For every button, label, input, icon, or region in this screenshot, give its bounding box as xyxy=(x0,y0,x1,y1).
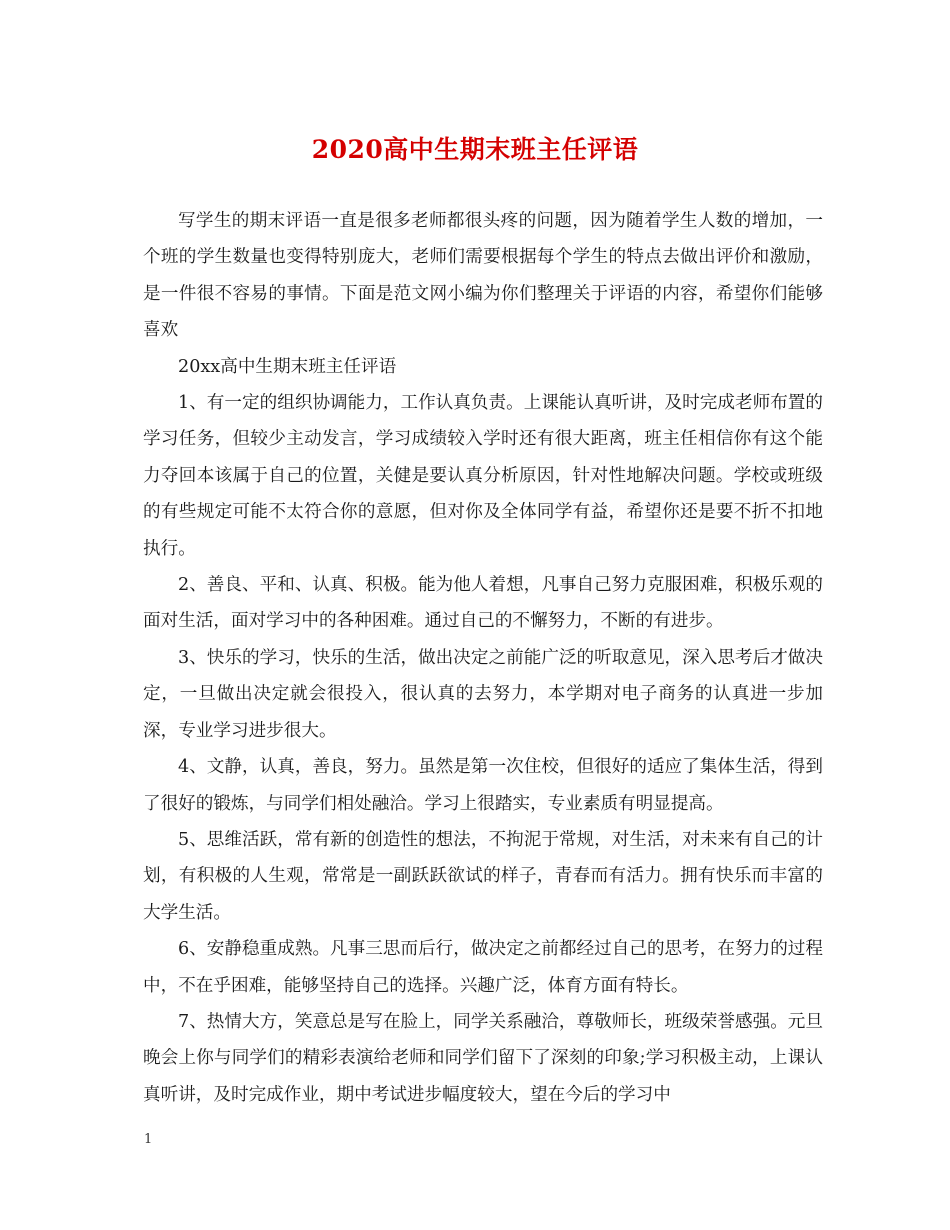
comment-paragraph-2: 2、善良、平和、认真、积极。能为他人着想，凡事自己努力克服困难，积极乐观的面对生活，面对学习中的各种困难。通过自己的不懈努力，不断的有进步。 xyxy=(143,575,823,632)
comment-paragraph-3: 3、快乐的学习，快乐的生活，做出决定之前能广泛的听取意见，深入思考后才做决定，一旦做出决定就会很投入，很认真的去努力，本学期对电子商务的认真进一步加深，专业学习进步很大。 xyxy=(143,647,823,741)
comment-paragraph-4: 4、文静，认真，善良，努力。虽然是第一次住校，但很好的适应了集体生活，得到了很好的锻炼，与同学们相处融洽。学习上很踏实，专业素质有明显提高。 xyxy=(143,757,823,814)
document-title: 2020高中生期末班主任评语 xyxy=(311,135,639,164)
intro-paragraph: 写学生的期末评语一直是很多老师都很头疼的问题，因为随着学生人数的增加，一个班的学生数量也变得特别庞大，老师们需要根据每个学生的特点去做出评价和激励，是一件很不容易的事情。下面是范文网小编为你们整理关于评语的内容，希望你们能够喜欢 xyxy=(143,211,823,341)
comment-paragraph-5: 5、思维活跃，常有新的创造性的想法，不拘泥于常规，对生活，对未来有自己的计划，有积极的人生观，常常是一副跃跃欲试的样子，青春而有活力。拥有快乐而丰富的大学生活。 xyxy=(143,829,823,923)
page-number: 1 xyxy=(144,1132,153,1147)
comment-paragraph-6: 6、安静稳重成熟。凡事三思而后行，做决定之前都经过自己的思考，在努力的过程中，不在乎困难，能够坚持自己的选择。兴趣广泛，体育方面有特长。 xyxy=(143,939,823,996)
document-body xyxy=(143,203,823,1113)
comment-paragraph-7: 7、热情大方，笑意总是写在脸上，同学关系融洽，尊敬师长，班级荣誉感强。元旦晚会上你与同学们的精彩表演给老师和同学们留下了深刻的印象;学习积极主动，上课认真听讲，及时完成作业，期中考试进步幅度较大，望在今后的学习中 xyxy=(143,1011,823,1105)
section-heading: 20xx高中生期末班主任评语 xyxy=(178,356,397,377)
comment-paragraph-1: 1、有一定的组织协调能力，工作认真负责。上课能认真听讲，及时完成老师布置的学习任务，但较少主动发言，学习成绩较入学时还有很大距离，班主任相信你有这个能力夺回本该属于自己的位置，关健是要认真分析原因，针对性地解决问题。学校或班级的有些规定可能不太符合你的意愿，但对你及全体同学有益，希望你还是要不折不扣地执行。 xyxy=(143,393,823,559)
